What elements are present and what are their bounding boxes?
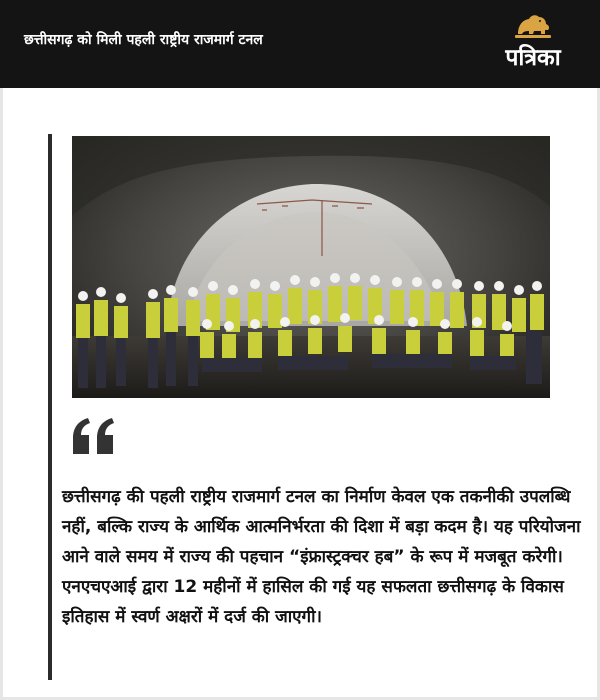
headline: छत्तीसगढ़ को मिली पहली राष्ट्रीय राजमार्ग टनल (24, 32, 263, 48)
tunnel-photo (72, 136, 550, 398)
header-bar (0, 0, 600, 88)
quote-text: छत्तीसगढ़ की पहली राष्ट्रीय राजमार्ग टनल का निर्माण केवल एक तकनीकी उपलब्धि नहीं, बल्कि राज्य के आर्थिक आत्मनिर्भरता की दिशा में बड़ा कदम है। यह परियोजना आने वाले समय में राज्य की पहचान “इंफ्रास्ट्रक्चर हब” के रूप में मजबूत करेगी। एनएचएआई द्वारा 12 महीनों में हासिल की गई यह सफलता छत्तीसगढ़ के विकास इतिहास में स्वर्ण अक्षरों में दर्ज की जाएगी। (62, 487, 581, 627)
brand-name: पत्रिका (505, 45, 561, 71)
brand-logo[interactable] (488, 12, 578, 78)
accent-bar (48, 134, 52, 680)
quote-mark-icon (70, 408, 120, 464)
lion-emblem-icon (512, 12, 554, 40)
